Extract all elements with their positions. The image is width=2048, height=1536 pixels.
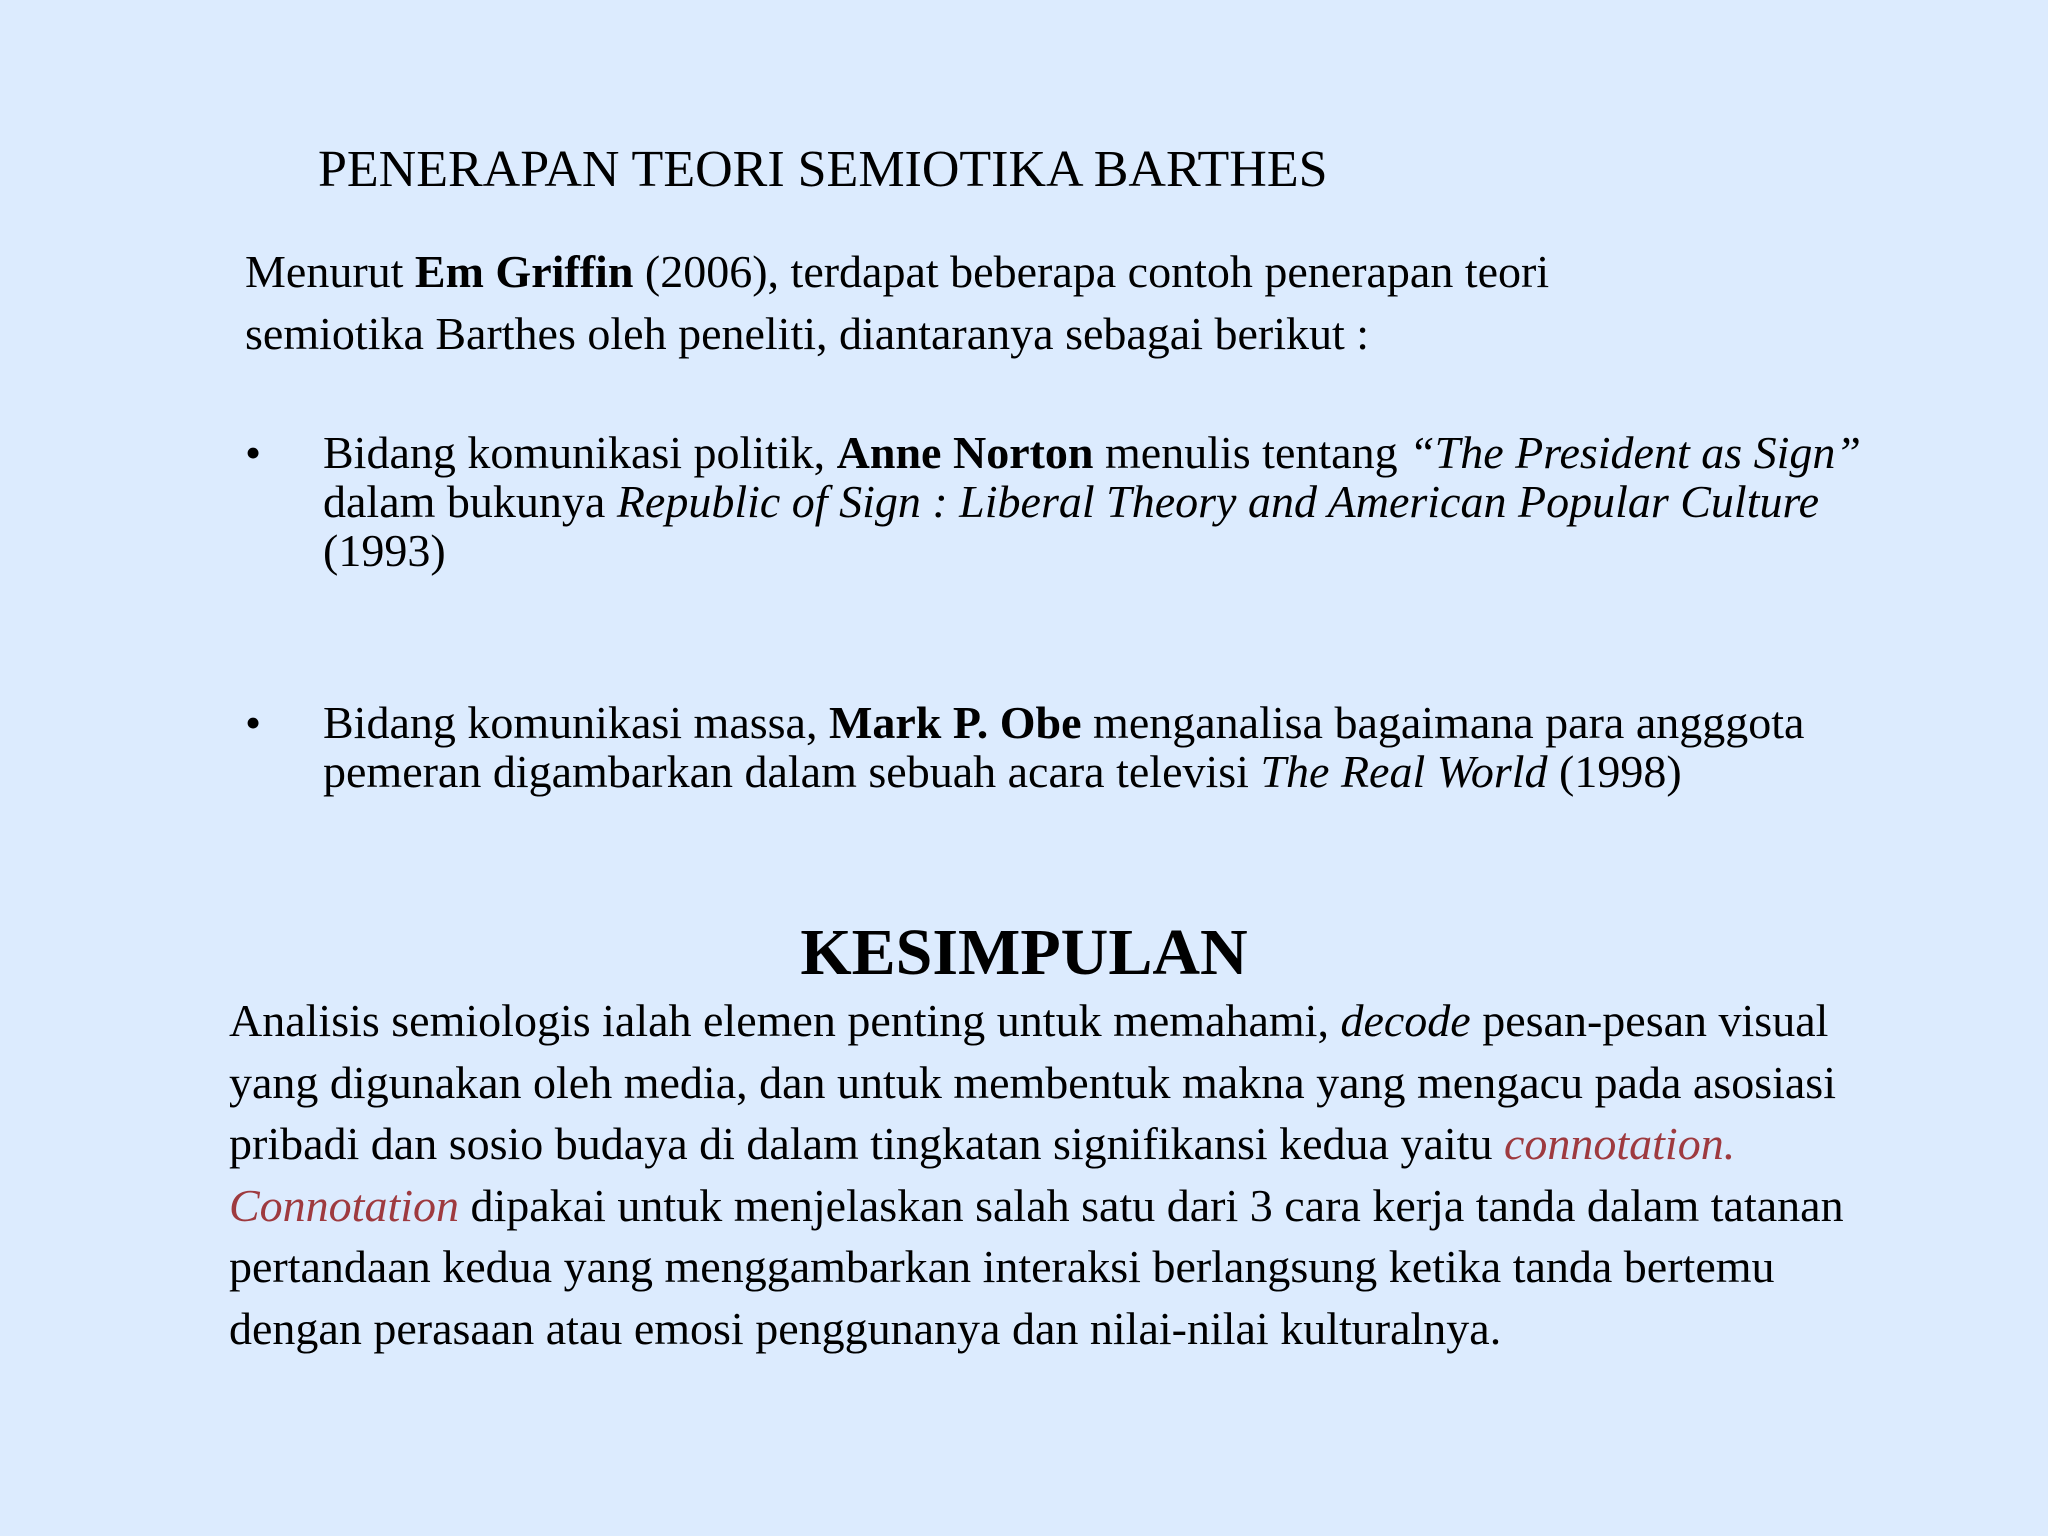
bullet-mid: menulis tentang [1093, 427, 1410, 478]
conclusion-paragraph [229, 990, 1869, 1359]
connotation-term: connotation. Connotation [229, 1118, 1736, 1231]
list-item [245, 428, 1865, 575]
examples-list [245, 428, 1865, 919]
list-item [245, 698, 1865, 796]
conclusion-part1: Analisis semiologis ialah elemen penting untuk memahami, [229, 995, 1341, 1046]
bullet-marker: • [245, 697, 262, 748]
bullet-mid: menganalisa bagaimana para angggota pemeran digambarkan dalam sebuah acara televisi [323, 697, 1805, 797]
bullet-work-title: “The President as Sign” [1409, 427, 1862, 478]
slide-title: PENERAPAN TEORI SEMIOTIKA BARTHES [318, 141, 1328, 198]
bullet-person: Mark P. Obe [828, 697, 1082, 748]
conclusion-part2: pesan-pesan visual yang digunakan oleh media, dan untuk membentuk makna yang mengacu pada asosiasi pribadi dan sosio budaya di dalam tingkatan signifikansi kedua yaitu [229, 995, 1836, 1169]
bullet-lead: Bidang komunikasi politik, [323, 427, 837, 478]
conclusion-decode: decode [1340, 995, 1471, 1046]
bullet-year: (1998) [1547, 746, 1682, 797]
intro-prefix: Menurut [245, 246, 415, 297]
bullet-lead: Bidang komunikasi massa, [323, 697, 829, 748]
conclusion-part3: dipakai untuk menjelaskan salah satu dari 3 cara kerja tanda dalam tatanan pertandaan kedua yang menggambarkan interaksi berlangsung ketika tanda bertemu dengan perasaan atau emosi penggunanya dan nilai-nilai kulturalnya. [229, 1179, 1844, 1354]
bullet-marker: • [245, 427, 262, 478]
bullet-person: Anne Norton [836, 427, 1094, 478]
bullet-mid2: dalam bukunya [323, 476, 617, 527]
intro-rest: (2006), terdapat beberapa contoh penerapan teori [633, 246, 1550, 297]
intro-paragraph [245, 241, 1805, 365]
bullet-show: The Real World [1260, 746, 1548, 797]
intro-line2: semiotika Barthes oleh peneliti, diantaranya sebagai berikut : [245, 308, 1370, 359]
bullet-book: Republic of Sign : Liberal Theory and American Popular Culture [616, 476, 1820, 527]
bullet-year: (1993) [323, 525, 446, 576]
intro-author: Em Griffin [414, 246, 634, 297]
conclusion-heading: KESIMPULAN [800, 916, 1248, 989]
